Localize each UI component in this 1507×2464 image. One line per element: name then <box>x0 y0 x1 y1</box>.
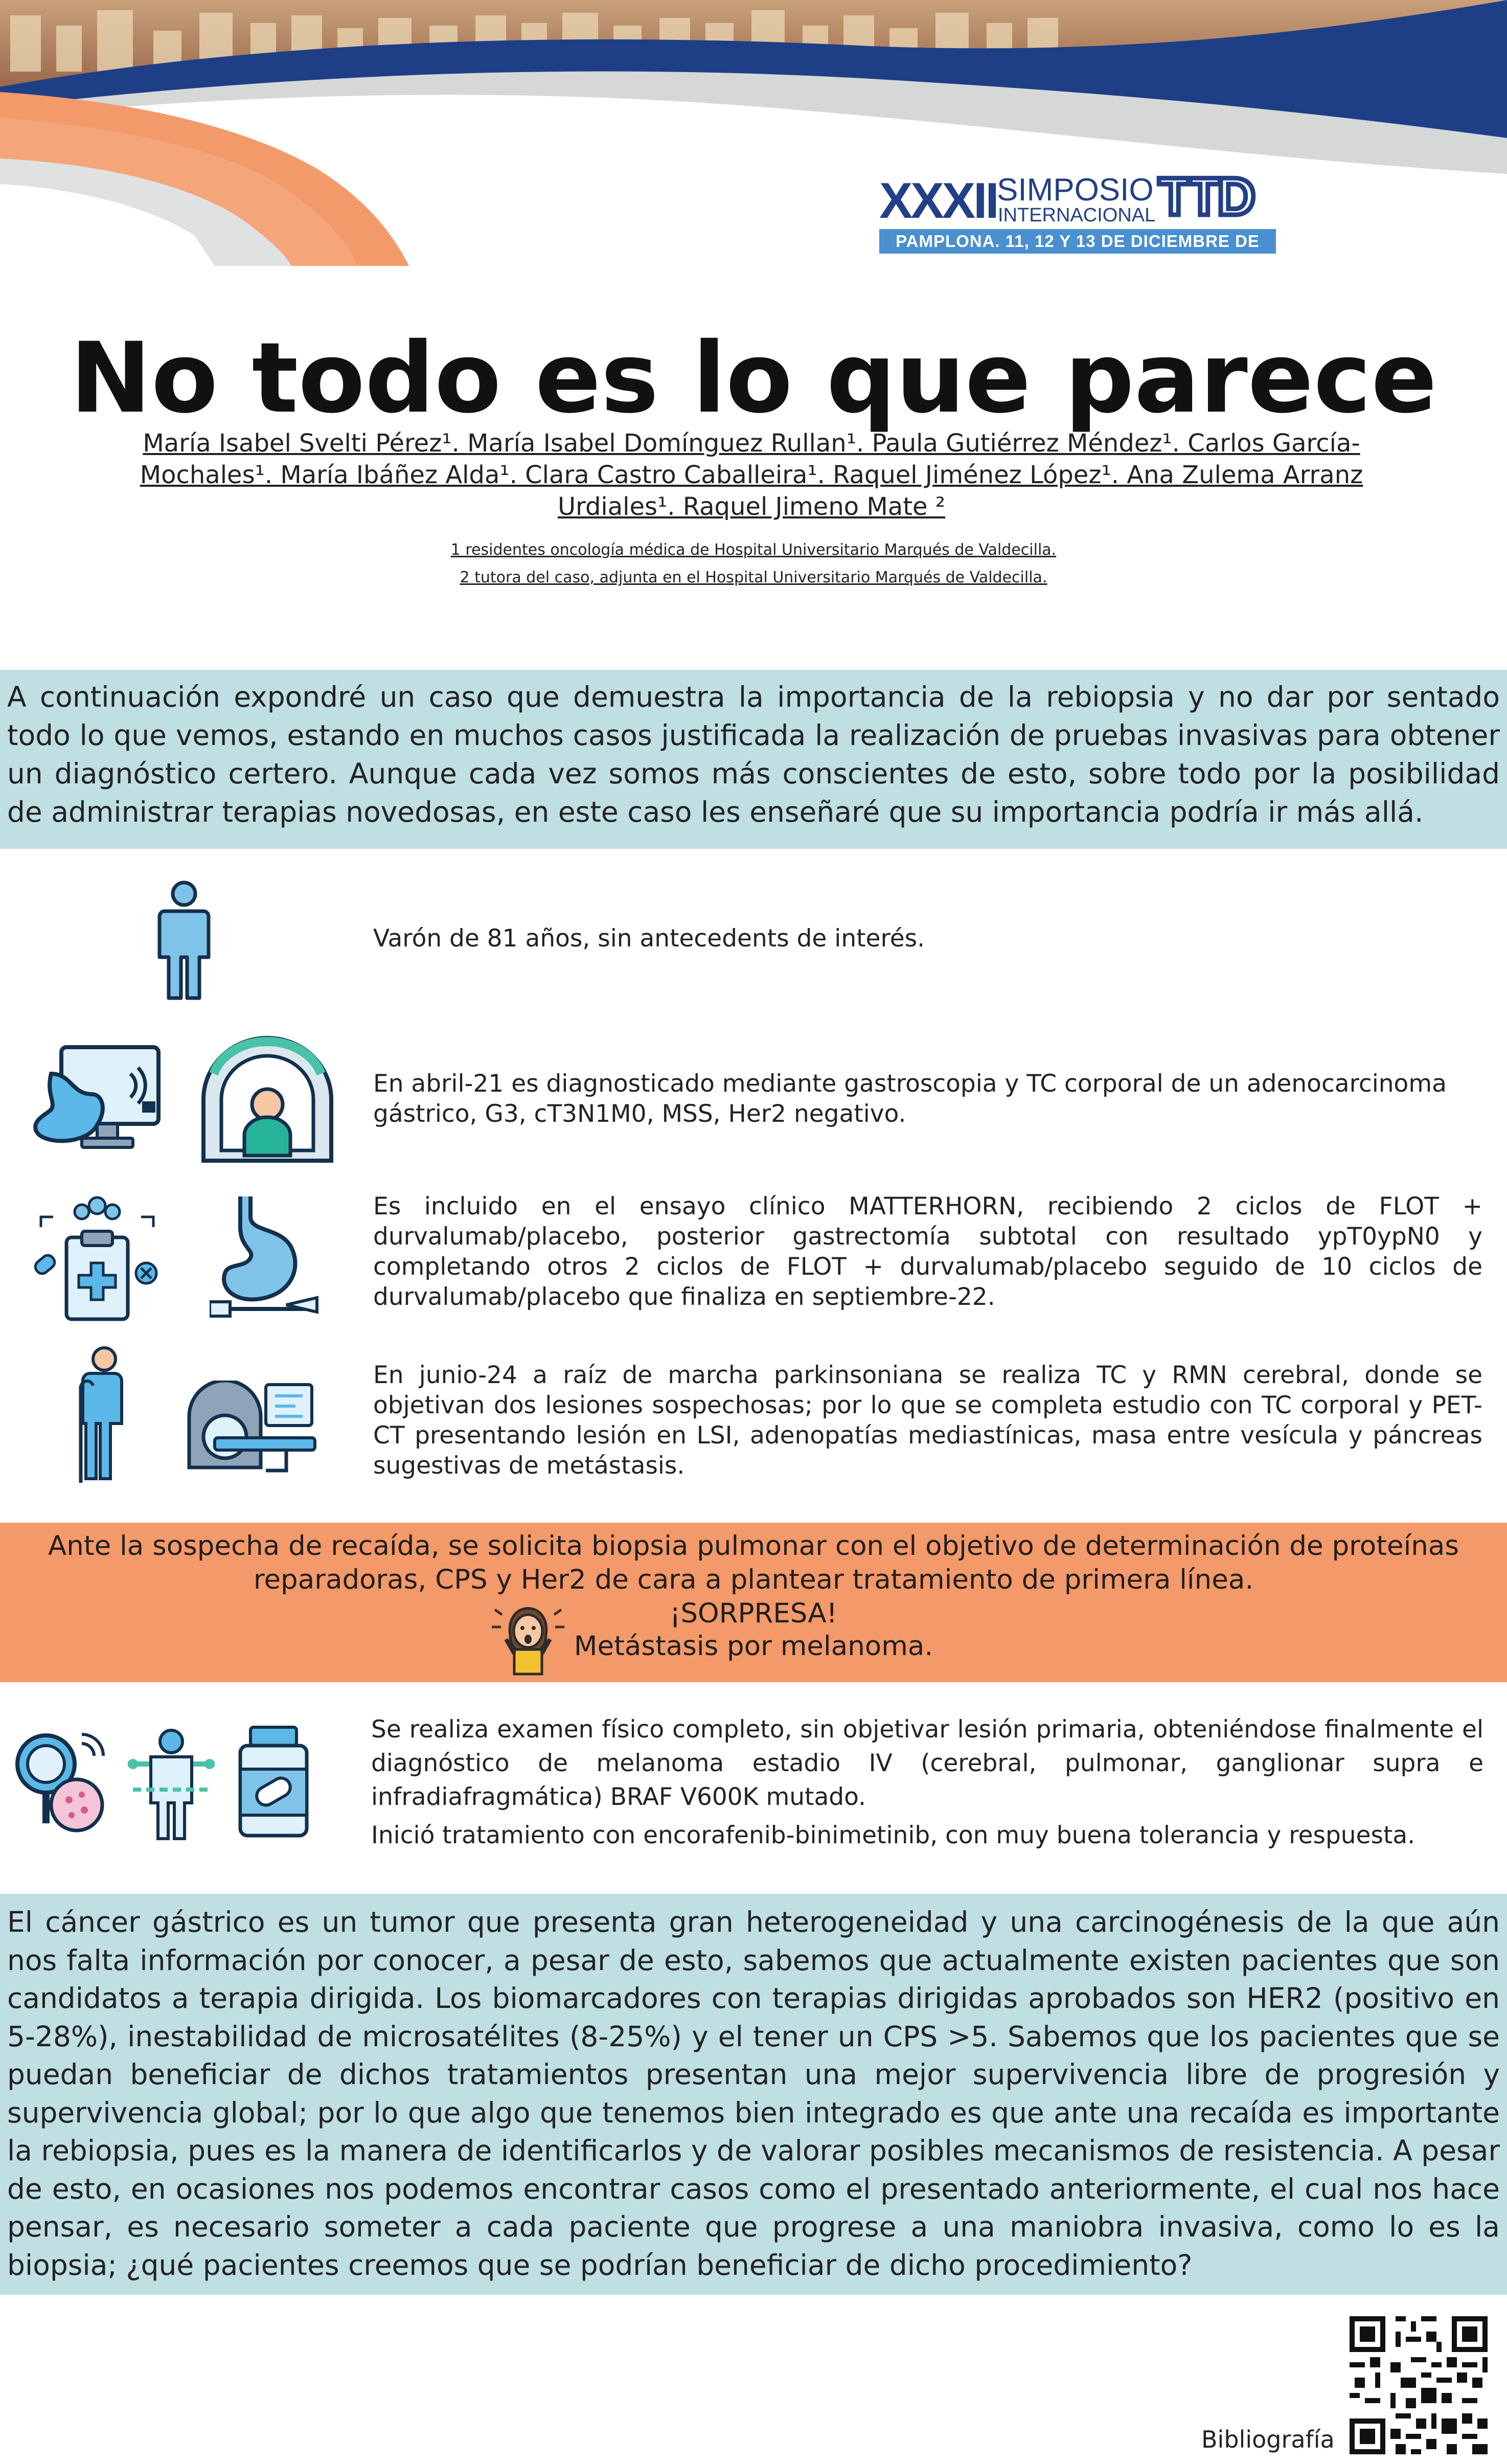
logo-internacional: INTERNACIONAL <box>998 205 1156 226</box>
clinical-trial-icon <box>31 1191 164 1324</box>
ttd-logo-mark <box>1155 168 1278 224</box>
surprise-line-2: reparadoras, CPS y Her2 de cara a plantear tratamiento de primera línea. <box>253 1564 1254 1595</box>
conclusion-text: El cáncer gástrico es un tumor que presenta gran heterogeneidad y una carcinogénesis de la que aún nos falta información por conocer, a pesar de esto, sabemos que actualmente existen pacientes que son candidatos a terapia dirigida. Los biomarcadores con terapias dirigidas aprobados son HER2 (positivo en 5-28%), inestabilidad de microsatélites (8-25%) y el tener un CPS >5. Sabemos que los pacientes que se puedan beneficiar de dichos tratamientos presentan una mejor supervivencia libre de progresión y supervivencia global; por lo que algo que tenemos bien integrado es que ante una recaída es importante la rebiopsia, pues es la manera de identificarlos y de valorar posibles mecanismos de resistencia. A pesar de esto, en ocasiones nos podemos encontrar casos como el presentado anteriormente, el cual nos hace pensar, es necesario someter a cada paciente que progrese a una maniobra invasiva, como lo es la biopsia; ¿qué pacientes creemos que se podrían beneficiar de dicho procedimiento? <box>7 1906 1500 2281</box>
mri-scanner-icon <box>184 1381 317 1478</box>
logo-dates-bar: PAMPLONA. 11, 12 Y 13 DE DICIEMBRE DE 2024 <box>879 229 1276 254</box>
intro-box <box>0 670 1507 849</box>
elderly-walking-icon <box>72 1345 138 1483</box>
final-diagnosis-text: Se realiza examen físico completo, sin objetivar lesión primaria, obteniéndose finalmente el diagnóstico de melanoma estadio IV (cerebral, pulmonar, ganglionar supra e infradiafragmática) BRAF V600K mutado. <box>371 1715 1483 1811</box>
surprised-face-icon <box>490 1594 566 1676</box>
stomach-monitor-icon <box>31 1043 164 1156</box>
body-scan-icon <box>123 1723 220 1841</box>
affiliation-1: 1 residentes oncología médica de Hospital Universitario Marqués de Valdecilla. <box>450 541 1057 559</box>
logo-roman-numeral: XXXII <box>879 172 997 229</box>
surprise-exclamation: ¡SORPRESA! <box>670 1598 837 1629</box>
authors-line: Mochales¹. María Ibáñez Alda¹. Clara Castro Caballeira¹. Raquel Jiménez López¹. Ana Zulema Arranz <box>140 461 1363 489</box>
poster-title: No todo es lo que parece <box>70 322 1437 435</box>
step-relapse-text: En junio-24 a raíz de marcha parkinsoniana se realiza TC y RMN cerebral, donde se objetivan dos lesiones sospechosas; por lo que se completa estudio con TC corporal y PET-CT presentando lesión en LSI, adenopatías mediastínicas, masa entre vesícula y páncreas sugestivas de metástasis. <box>373 1361 1482 1480</box>
authors-line: Urdiales¹. Raquel Jimeno Mate ² <box>557 492 946 521</box>
surprise-box <box>0 1523 1507 1682</box>
treatment-text: Inició tratamiento con encorafenib-binimetinib, con muy buena tolerancia y respuesta. <box>371 1821 1415 1849</box>
medicine-bottle-icon <box>235 1723 312 1841</box>
logo-brand-text: TTD <box>1158 168 1253 224</box>
step-trial-text: Es incluido en el ensayo clínico MATTERHORN, recibiendo 2 ciclos de FLOT + durvalumab/placebo, posterior gastrectomía subtotal con resultado ypT0ypN0 y completando otros 2 ciclos de FLOT + durvalumab/placebo seguido de 10 ciclos de durvalumab/placebo que finaliza en septiembre-22. <box>373 1192 1482 1311</box>
affiliation-2: 2 tutora del caso, adjunta en el Hospital Universitario Marqués de Valdecilla. <box>460 569 1047 586</box>
magnifier-cells-icon <box>10 1728 107 1836</box>
patient-icon <box>153 879 215 1002</box>
step-diagnosis-text: En abril-21 es diagnosticado mediante gastroscopia y TC corporal de un adenocarcinoma gástrico, G3, cT3N1M0, MSS, Her2 negativo. <box>373 1070 1447 1128</box>
surprise-result: Metástasis por melanoma. <box>574 1631 933 1662</box>
intro-text: A continuación expondré un caso que demuestra la importancia de la rebiopsia y no dar por sentado todo lo que vemos, estando en muchos casos justificada la realización de pruebas invasivas para obtener un diagnóstico certero. Aunque cada vez somos más conscientes de esto, sobre todo por la posibilidad de administrar terapias novedosas, en este caso les enseñaré que su importancia podría ir más allá. <box>7 681 1500 828</box>
logo-simposio: SIMPOSIO <box>997 172 1154 208</box>
symposium-logo <box>879 168 1278 275</box>
ct-scanner-icon <box>198 1033 336 1166</box>
conclusion-box <box>0 1894 1507 2295</box>
stomach-surgery-icon <box>210 1191 322 1324</box>
surprise-line-1: Ante la sospecha de recaída, se solicita biopsia pulmonar con el objetivo de determinación de proteínas <box>48 1530 1459 1562</box>
header-banner <box>0 0 1507 266</box>
authors-line: María Isabel Svelti Pérez¹. María Isabel Domínguez Rullan¹. Paula Gutiérrez Méndez¹. Carlos García- <box>143 429 1360 458</box>
qr-code[interactable] <box>1350 2316 1488 2454</box>
authors <box>128 427 1375 523</box>
step-patient-text: Varón de 81 años, sin antecedents de interés. <box>373 924 925 953</box>
bibliography-label[interactable]: Bibliografía <box>1201 2426 1335 2453</box>
